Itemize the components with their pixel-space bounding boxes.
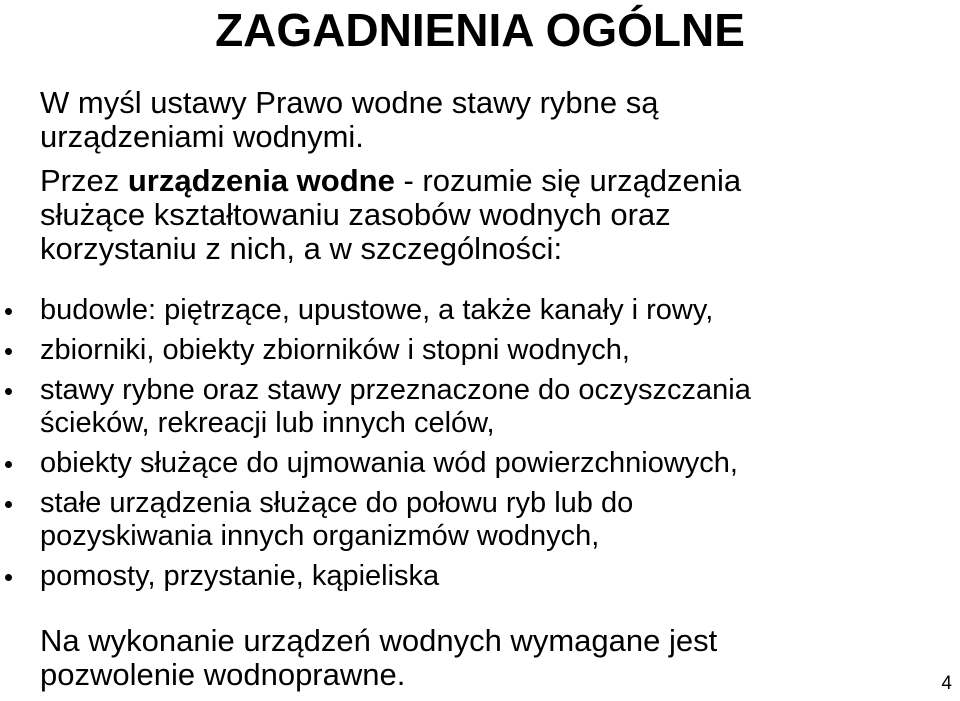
list-item (0, 447, 960, 480)
definition-line-2: służące kształtowaniu zasobów wodnych oraz (40, 197, 671, 232)
definition-rest: - rozumie się urządzenia (394, 163, 742, 198)
closing-line-2: pozwolenie wodnoprawne. (40, 657, 406, 692)
list-item-line: stawy rybne oraz stawy przeznaczone do oczyszczania (40, 374, 751, 406)
definition-line-3: korzystaniu z nich, a w szczególności: (40, 231, 563, 266)
intro-line-2: urządzeniami wodnymi. (40, 119, 364, 154)
definition-prefix: Przez (40, 163, 128, 198)
list-item (0, 560, 960, 593)
list-item (0, 487, 960, 553)
slide-number: 4 (941, 673, 952, 694)
list-item (0, 374, 960, 440)
list-item-line: stałe urządzenia służące do połowu ryb lub do (40, 487, 634, 519)
list-item-line: pomosty, przystanie, kąpieliska (40, 560, 440, 592)
bullet-icon (5, 574, 12, 581)
definition-term: urządzenia wodne (127, 163, 395, 198)
bullet-icon (5, 308, 12, 315)
intro-line-1: W myśl ustawy Prawo wodne stawy rybne są (40, 85, 659, 120)
list-item-line: zbiorniki, obiekty zbiorników i stopni wodnych, (40, 334, 630, 366)
list-item-line: obiekty służące do ujmowania wód powierzchniowych, (40, 447, 738, 479)
list-item-line: pozyskiwania innych organizmów wodnych, (40, 520, 600, 552)
list-item-line: ścieków, rekreacji lub innych celów, (40, 407, 495, 439)
intro-paragraph (40, 86, 940, 154)
bullet-icon (5, 501, 12, 508)
list-item (0, 334, 960, 367)
list-item-line: budowle: piętrzące, upustowe, a także kanały i rowy, (40, 294, 714, 326)
closing-paragraph (40, 624, 940, 692)
bullet-icon (5, 348, 12, 355)
list-item (0, 294, 960, 327)
definition-line-1 (40, 164, 940, 198)
slide-title: ZAGADNIENIA OGÓLNE (215, 4, 745, 56)
definition-paragraph (40, 164, 940, 266)
bullet-icon (5, 461, 12, 468)
water-devices-list (0, 294, 960, 600)
closing-line-1: Na wykonanie urządzeń wodnych wymagane jest (40, 623, 718, 658)
bullet-icon (5, 388, 12, 395)
